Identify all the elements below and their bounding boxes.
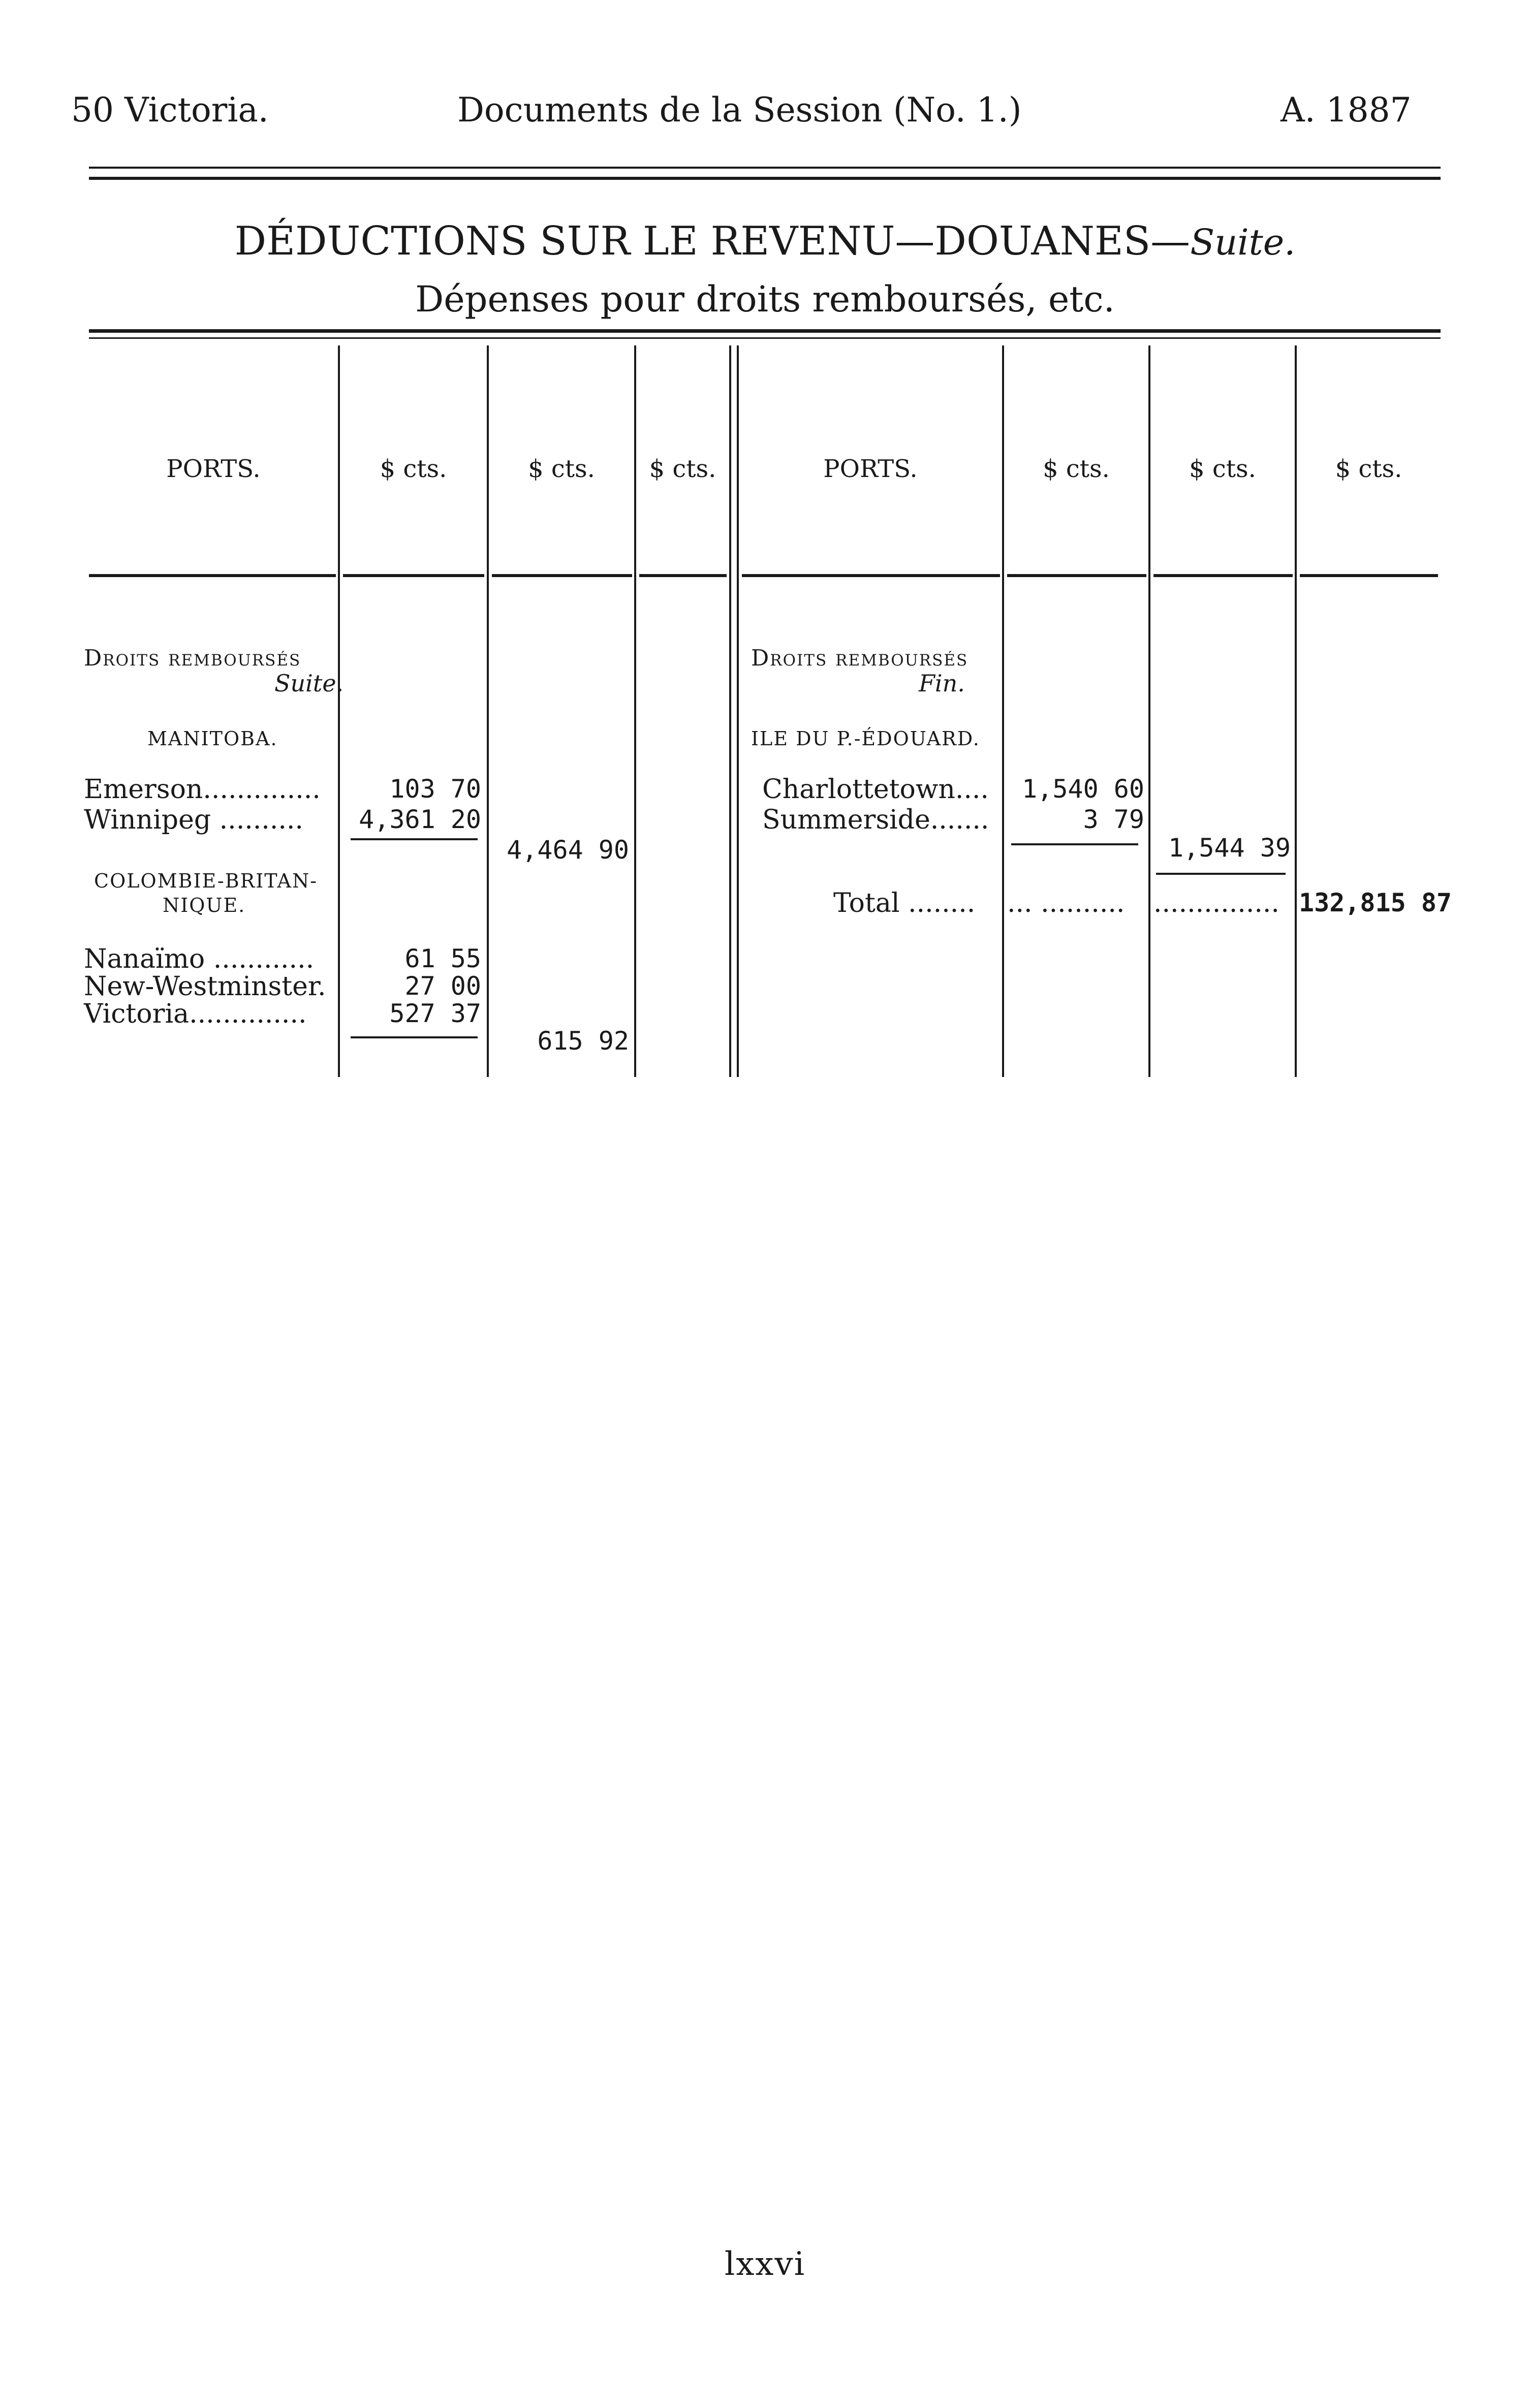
row-amount-charlottetown: 1,540 60	[1022, 774, 1144, 804]
subtotal-ile-du-pe: 1,544 39	[1168, 833, 1291, 863]
header-rule-top	[89, 167, 1441, 169]
table-rule-top-thin	[89, 337, 1441, 339]
col-header-money-3: $ cts.	[649, 455, 716, 483]
col-header-money-4: $ cts.	[1043, 455, 1110, 483]
table-rule-top	[89, 329, 1441, 333]
subtotal-manitoba: 4,464 90	[507, 835, 629, 865]
row-port-emerson: Emerson..............	[84, 774, 321, 805]
col-header-money-6: $ cts.	[1335, 455, 1402, 483]
header-underline	[742, 574, 1000, 577]
header-center: Documents de la Session (No. 1.)	[457, 90, 1022, 130]
total-dots-2: ...............	[1153, 888, 1279, 918]
header-underline	[1153, 574, 1293, 577]
row-amount-victoria: 527 37	[389, 999, 481, 1028]
col-header-money-2: $ cts.	[528, 455, 595, 483]
subtotal-rule	[1156, 873, 1286, 875]
left-section-sub: Suite.	[274, 670, 344, 697]
page-subtitle: Dépenses pour droits remboursés, etc.	[415, 278, 1115, 320]
total-label: Total ........	[833, 888, 976, 918]
header-right: A. 1887	[1281, 90, 1412, 130]
header-underline	[492, 574, 632, 577]
header-underline	[1007, 574, 1146, 577]
subtotal-rule	[351, 1036, 478, 1038]
group-heading-ile-du-pe: ILE DU P.-ÉDOUARD.	[751, 727, 980, 750]
row-port-winnipeg: Winnipeg ..........	[84, 805, 303, 835]
col-rule-double	[729, 345, 731, 1077]
subtotal-rule	[1011, 843, 1138, 845]
row-port-victoria: Victoria..............	[84, 999, 307, 1029]
header-underline	[1300, 574, 1438, 577]
right-section-title: Droits remboursés	[751, 645, 969, 671]
row-amount-summerside: 3 79	[1083, 805, 1144, 834]
col-header-ports-right: PORTS.	[823, 455, 918, 483]
page-number: lxxvi	[724, 2245, 806, 2283]
group-heading-colombie-line1: COLOMBIE-BRITAN-	[94, 870, 318, 892]
row-amount-new-westminster: 27 00	[404, 971, 481, 1001]
header-rule-bottom	[89, 177, 1441, 180]
header-underline	[639, 574, 727, 577]
header-underline	[89, 574, 336, 577]
col-header-money-1: $ cts.	[380, 455, 447, 483]
row-port-nanaimo: Nanaïmo ............	[84, 944, 315, 974]
group-heading-colombie-line2: NIQUE.	[163, 894, 246, 916]
row-amount-nanaimo: 61 55	[404, 944, 481, 973]
right-section-sub: Fin.	[919, 670, 965, 697]
subtotal-rule	[351, 838, 478, 840]
subtotal-colombie: 615 92	[537, 1026, 629, 1056]
header-underline	[343, 574, 484, 577]
row-amount-winnipeg: 4,361 20	[359, 805, 481, 834]
col-header-ports-left: PORTS.	[166, 455, 261, 483]
total-dots-1: ... ..........	[1007, 888, 1125, 918]
row-port-summerside: Summerside.......	[762, 805, 989, 835]
group-heading-manitoba: MANITOBA.	[147, 727, 278, 750]
grand-total: 132,815 87	[1299, 888, 1452, 917]
page-title: DÉDUCTIONS SUR LE REVENU—DOUANES—Suite.	[234, 218, 1296, 264]
row-port-new-westminster: New-Westminster.	[84, 971, 326, 1002]
row-port-charlottetown: Charlottetown....	[762, 774, 989, 805]
row-amount-emerson: 103 70	[389, 774, 481, 804]
left-section-title: Droits remboursés	[84, 645, 301, 671]
header-left: 50 Victoria.	[71, 90, 269, 130]
col-header-money-5: $ cts.	[1189, 455, 1256, 483]
